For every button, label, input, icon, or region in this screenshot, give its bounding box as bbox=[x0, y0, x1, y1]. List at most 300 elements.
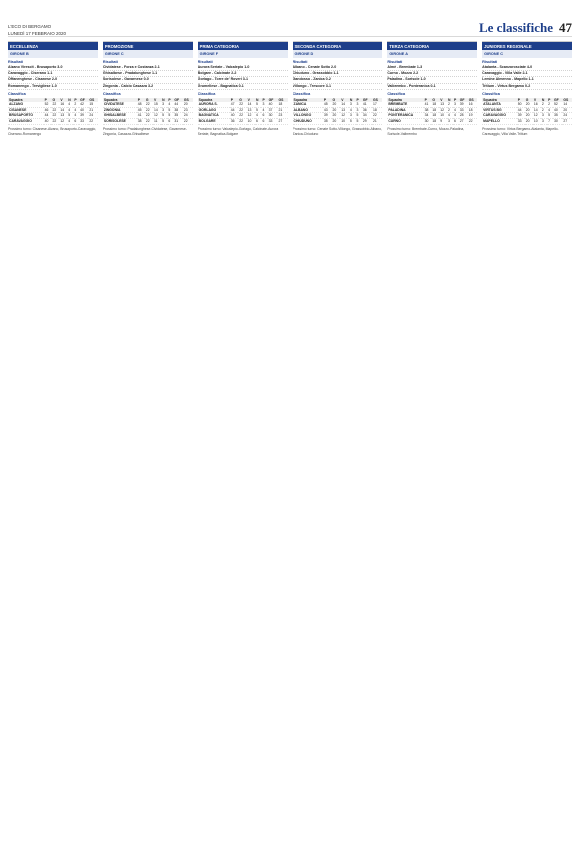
match-result: Alzano Virescit - Brusaporto 3-0 bbox=[8, 65, 63, 69]
standings-header-cell: GS bbox=[88, 98, 98, 102]
standings-cell: 40 bbox=[553, 107, 562, 113]
standings-header-cell: N bbox=[541, 98, 547, 102]
standings-label: Classifica bbox=[197, 91, 216, 96]
standings-cell: 3 bbox=[541, 119, 547, 125]
standings-cell: 22 bbox=[145, 113, 153, 119]
standings-cell: BAGNATICA bbox=[198, 113, 230, 119]
results-label: Risultati bbox=[482, 60, 498, 64]
standings-cell: 20 bbox=[332, 102, 341, 107]
standings-header-cell: P bbox=[167, 98, 173, 102]
standings-cell: SORISOLESE bbox=[103, 119, 137, 125]
standings-cell: 16 bbox=[59, 102, 67, 107]
standings-cell: PONTERANICA bbox=[387, 113, 423, 119]
standings-header-cell: GS bbox=[562, 98, 572, 102]
standings-header-cell: Squadra bbox=[8, 98, 44, 102]
standings-cell: 45 bbox=[137, 107, 145, 113]
league-group: GIRONE C bbox=[103, 50, 193, 58]
standings-cell: 5 bbox=[356, 119, 362, 125]
standings-cell: 39 bbox=[79, 113, 88, 119]
standings-cell: 6 bbox=[261, 113, 267, 119]
table-row bbox=[293, 119, 383, 125]
standings-cell: 4 bbox=[67, 119, 73, 125]
standings-cell: 22 bbox=[238, 102, 246, 107]
standings-cell: ZANICA bbox=[293, 102, 323, 107]
standings-cell: MAPELLO bbox=[482, 119, 517, 125]
standings-cell: 22 bbox=[238, 107, 246, 113]
standings-cell: ALBANO bbox=[293, 107, 323, 113]
league-block bbox=[482, 41, 572, 242]
standings-cell: 4 bbox=[255, 113, 261, 119]
table-row bbox=[198, 119, 288, 125]
standings-cell: 5 bbox=[356, 113, 362, 119]
standings-header-cell: GS bbox=[277, 98, 287, 102]
standings-cell: 9 bbox=[439, 119, 447, 125]
standings-cell: 22 bbox=[238, 119, 246, 125]
standings-cell: 22 bbox=[145, 107, 153, 113]
standings-cell: 10 bbox=[533, 119, 541, 125]
standings-cell: 3 bbox=[356, 102, 362, 107]
standings-cell: 4 bbox=[349, 107, 356, 113]
standings-cell: BOLGARE bbox=[198, 119, 230, 125]
standings-grid bbox=[8, 41, 572, 242]
standings-header-cell: Squadra bbox=[387, 98, 423, 102]
standings-cell: ATALANTA bbox=[482, 102, 517, 107]
standings-cell: 24 bbox=[183, 113, 193, 119]
standings-cell: CHIUDUNO bbox=[293, 119, 323, 125]
standings-cell: 22 bbox=[183, 119, 193, 125]
standings-cell: 29 bbox=[362, 119, 372, 125]
standings-cell: 21 bbox=[277, 107, 287, 113]
standings-cell: 27 bbox=[277, 119, 287, 125]
standings-header-cell: GF bbox=[173, 98, 182, 102]
standings-cell: 4 bbox=[73, 107, 79, 113]
match-result: Valbrembo - Ponteranica 0-1 bbox=[387, 83, 436, 88]
standings-cell: 14 bbox=[562, 102, 572, 107]
league-group: GIRONE A bbox=[387, 50, 477, 58]
standings-cell: 20 bbox=[525, 113, 533, 119]
next-round-note: Prossimo turno: Valcalepio-Gorlago, Calcinate-Aurora Seriate, Bagnatica-Bolgare bbox=[197, 127, 279, 136]
standings-cell: 30 bbox=[424, 119, 432, 125]
league-header bbox=[482, 42, 572, 50]
standings-cell: 18 bbox=[372, 107, 382, 113]
standings-cell: 14 bbox=[59, 107, 67, 113]
standings-cell: 41 bbox=[424, 102, 432, 107]
standings-cell: 5 bbox=[161, 113, 167, 119]
standings-cell: ZINGONIA bbox=[103, 107, 137, 113]
standings-header-cell: P bbox=[230, 98, 238, 102]
standings-cell: 3 bbox=[356, 107, 362, 113]
standings-table bbox=[387, 98, 477, 125]
standings-cell: 4 bbox=[73, 113, 79, 119]
standings-cell: 7 bbox=[547, 119, 553, 125]
standings-header-cell: GF bbox=[79, 98, 88, 102]
standings-label: Classifica bbox=[292, 91, 311, 96]
result-row bbox=[8, 84, 98, 90]
standings-cell: 12 bbox=[439, 107, 447, 113]
standings-cell: 6 bbox=[167, 119, 173, 125]
standings-cell: 14 bbox=[153, 107, 161, 113]
standings-cell: 4 bbox=[261, 107, 267, 113]
standings-cell: GORLAGO bbox=[198, 107, 230, 113]
standings-label: Classifica bbox=[8, 91, 26, 96]
league-block bbox=[387, 41, 477, 242]
results-label: Risultati bbox=[102, 60, 118, 64]
next-round-note: Prossimo turno: Cisanese-Alzano, Brusaporto-Caravaggio, Ciserano-Romanengo bbox=[8, 127, 97, 136]
table-row bbox=[8, 119, 98, 125]
standings-cell: 14 bbox=[247, 102, 255, 107]
standings-header-cell: V bbox=[153, 98, 161, 102]
standings-cell: 17 bbox=[372, 102, 382, 107]
standings-cell: 11 bbox=[153, 119, 161, 125]
standings-label: Classifica bbox=[102, 91, 121, 96]
match-result: Lemine Almenno - Mapello 1-1 bbox=[482, 77, 534, 82]
standings-header-cell: GF bbox=[268, 98, 278, 102]
league-header bbox=[293, 42, 383, 50]
standings-cell: 24 bbox=[562, 113, 572, 119]
standings-cell: 2 bbox=[73, 102, 79, 107]
standings-cell: 22 bbox=[238, 113, 246, 119]
standings-cell: 47 bbox=[230, 102, 238, 107]
standings-header-cell: GS bbox=[183, 98, 193, 102]
standings-cell: 43 bbox=[323, 107, 332, 113]
standings-cell: 38 bbox=[137, 119, 145, 125]
standings-cell: 20 bbox=[183, 102, 193, 107]
standings-cell: 40 bbox=[230, 113, 238, 119]
league-block bbox=[103, 41, 193, 242]
league-group: GIRONE B bbox=[8, 50, 98, 58]
standings-cell: 2 bbox=[541, 102, 547, 107]
standings-cell: 27 bbox=[562, 119, 572, 125]
standings-cell: 46 bbox=[44, 107, 52, 113]
standings-cell: 3 bbox=[541, 113, 547, 119]
standings-cell: 13 bbox=[340, 107, 349, 113]
standings-cell: 21 bbox=[372, 119, 382, 125]
league-block bbox=[293, 41, 383, 242]
standings-cell: 44 bbox=[44, 113, 52, 119]
standings-cell: 22 bbox=[145, 119, 153, 125]
result-row bbox=[482, 84, 572, 90]
match-result: Gorlago - Torre de' Roveri 3-1 bbox=[197, 77, 248, 82]
standings-cell: 21 bbox=[88, 107, 98, 113]
standings-header-cell: P bbox=[73, 98, 79, 102]
standings-cell: ALZANO bbox=[8, 102, 44, 107]
result-row bbox=[198, 84, 288, 90]
match-result: Zingonia - Calcio Casazza 3-2 bbox=[102, 83, 154, 88]
match-result: Ghisalbese - Pradalunghese 1-1 bbox=[102, 71, 158, 76]
standings-header-cell: Squadra bbox=[482, 98, 517, 102]
standings-cell: 52 bbox=[44, 102, 52, 107]
standings-cell: 34 bbox=[362, 113, 372, 119]
standings-header-cell: G bbox=[145, 98, 153, 102]
standings-cell: 34 bbox=[424, 113, 432, 119]
standings-header-cell: P bbox=[517, 98, 525, 102]
standings-cell: 2 bbox=[541, 107, 547, 113]
standings-cell: 3 bbox=[447, 119, 453, 125]
standings-cell: 20 bbox=[562, 107, 572, 113]
standings-header-cell: P bbox=[453, 98, 459, 102]
match-result: Atalanta - Scanzorosciate 4-0 bbox=[482, 65, 533, 69]
standings-header-cell: GF bbox=[362, 98, 372, 102]
standings-cell: 12 bbox=[533, 113, 541, 119]
standings-cell: 30 bbox=[268, 113, 278, 119]
standings-cell: 5 bbox=[161, 119, 167, 125]
next-round-note: Prossimo turno: Virtus Bergamo-Atalanta, Mapello-Caravaggio, Villa Valle-Tritium bbox=[482, 127, 559, 136]
results-label: Risultati bbox=[8, 60, 23, 64]
standings-cell: 20 bbox=[525, 102, 533, 107]
standings-cell: 16 bbox=[468, 102, 477, 107]
standings-cell: 22 bbox=[88, 119, 98, 125]
standings-cell: CIVIDATESE bbox=[103, 102, 137, 107]
standings-cell: 41 bbox=[137, 113, 145, 119]
standings-header-cell: G bbox=[332, 98, 341, 102]
league-title: ECCELLENZA bbox=[10, 43, 39, 49]
standings-header-cell: N bbox=[161, 98, 167, 102]
match-result: Tritium - Virtus Bergamo 0-2 bbox=[482, 83, 531, 88]
league-header bbox=[8, 42, 98, 50]
next-round-note: Prossimo turno: Cenate Sotto-Villongo, Grassobbio-Albano, Zanica-Chiuduno bbox=[292, 127, 382, 136]
standings-cell: 3 bbox=[161, 102, 167, 107]
standings-cell: 18 bbox=[468, 107, 477, 113]
match-result: Curno - Mozzo 2-2 bbox=[387, 71, 419, 76]
standings-cell: 28 bbox=[459, 113, 468, 119]
standings-cell: 30 bbox=[553, 119, 562, 125]
standings-header-cell: V bbox=[59, 98, 67, 102]
standings-cell: 38 bbox=[424, 107, 432, 113]
standings-cell: 35 bbox=[553, 113, 562, 119]
results-label: Risultati bbox=[387, 60, 403, 64]
results-label: Risultati bbox=[197, 60, 213, 64]
standings-cell: 41 bbox=[362, 102, 372, 107]
standings-header-cell: N bbox=[349, 98, 356, 102]
table-row bbox=[103, 119, 193, 125]
standings-cell: 5 bbox=[255, 102, 261, 107]
standings-cell: 22 bbox=[145, 102, 153, 107]
standings-cell: BRUSAPORTO bbox=[8, 113, 44, 119]
standings-cell: 20 bbox=[332, 113, 341, 119]
standings-header-cell: G bbox=[525, 98, 533, 102]
standings-cell: 4 bbox=[453, 113, 459, 119]
standings-cell: 23 bbox=[183, 107, 193, 113]
standings-cell: 14 bbox=[533, 107, 541, 113]
standings-label: Classifica bbox=[482, 91, 500, 96]
standings-cell: 3 bbox=[349, 102, 356, 107]
standings-cell: 19 bbox=[468, 113, 477, 119]
standings-header-cell: GF bbox=[459, 98, 468, 102]
league-title: TERZA CATEGORIA bbox=[389, 43, 430, 49]
standings-cell: CURNO bbox=[387, 119, 423, 125]
match-result: Offanenghese - Cisanese 2-0 bbox=[8, 77, 58, 82]
standings-cell: 5 bbox=[255, 107, 261, 113]
standings-header-cell: Squadra bbox=[198, 98, 230, 102]
standings-header-cell: Squadra bbox=[103, 98, 137, 102]
standings-header-cell: P bbox=[356, 98, 362, 102]
standings-cell: 2 bbox=[447, 102, 453, 107]
match-result: Aurora Seriate - Valcalepio 1-0 bbox=[197, 65, 250, 69]
standings-cell: 6 bbox=[453, 119, 459, 125]
league-title: SECONDA CATEGORIA bbox=[294, 43, 342, 49]
standings-cell: 22 bbox=[51, 107, 59, 113]
standings-cell: 14 bbox=[340, 102, 349, 107]
standings-cell: 44 bbox=[173, 102, 182, 107]
results-label: Risultati bbox=[292, 60, 308, 64]
match-result: Sorisolese - Gavarnese 0-0 bbox=[102, 77, 149, 82]
standings-cell: VILLONGO bbox=[293, 113, 323, 119]
standings-header-cell: N bbox=[67, 98, 73, 102]
standings-cell: 36 bbox=[230, 119, 238, 125]
standings-cell: 4 bbox=[453, 107, 459, 113]
standings-cell: 33 bbox=[517, 119, 525, 125]
match-result: Villongo - Trescore 3-1 bbox=[292, 83, 331, 88]
standings-cell: 40 bbox=[268, 102, 278, 107]
standings-header-cell: N bbox=[255, 98, 261, 102]
standings-header-cell: V bbox=[247, 98, 255, 102]
standings-cell: 20 bbox=[525, 107, 533, 113]
standings-header-cell: G bbox=[431, 98, 439, 102]
standings-header-cell: G bbox=[51, 98, 59, 102]
standings-cell: 20 bbox=[525, 119, 533, 125]
standings-cell: 5 bbox=[167, 107, 173, 113]
standings-cell: 39 bbox=[323, 113, 332, 119]
standings-cell: 37 bbox=[268, 107, 278, 113]
standings-cell: 18 bbox=[277, 102, 287, 107]
standings-cell: 3 bbox=[453, 102, 459, 107]
standings-cell: 4 bbox=[547, 107, 553, 113]
match-result: Cividatese - Forza e Costanza 2-1 bbox=[102, 65, 160, 69]
standings-cell: 13 bbox=[59, 113, 67, 119]
standings-cell: 44 bbox=[230, 107, 238, 113]
league-group: GIRONE C bbox=[482, 50, 572, 58]
match-result: Caravaggio - Villa Valle 2-1 bbox=[482, 71, 528, 76]
standings-cell: 31 bbox=[173, 119, 182, 125]
standings-cell: 35 bbox=[173, 113, 182, 119]
standings-cell: 18 bbox=[431, 102, 439, 107]
standings-cell: 23 bbox=[277, 113, 287, 119]
issue-date: LUNEDÌ 17 FEBBRAIO 2020 bbox=[8, 30, 67, 36]
standings-cell: 10 bbox=[340, 119, 349, 125]
standings-cell: 18 bbox=[431, 107, 439, 113]
standings-cell: 13 bbox=[439, 102, 447, 107]
standings-header-cell: V bbox=[439, 98, 447, 102]
standings-header-cell: P bbox=[261, 98, 267, 102]
standings-cell: GHISALBESE bbox=[103, 113, 137, 119]
standings-cell: 3 bbox=[261, 102, 267, 107]
league-block bbox=[198, 41, 288, 242]
standings-header-cell: GS bbox=[372, 98, 382, 102]
standings-cell: 5 bbox=[349, 119, 356, 125]
standings-cell: 36 bbox=[362, 107, 372, 113]
standings-header-cell: P bbox=[424, 98, 432, 102]
table-row bbox=[482, 119, 572, 125]
standings-header-cell: GF bbox=[553, 98, 562, 102]
standings-cell: 52 bbox=[553, 102, 562, 107]
standings-cell: 20 bbox=[332, 119, 341, 125]
standings-cell: 15 bbox=[88, 102, 98, 107]
standings-cell: 33 bbox=[79, 119, 88, 125]
league-header bbox=[198, 42, 288, 50]
section-header bbox=[479, 20, 572, 36]
standings-cell: 12 bbox=[340, 113, 349, 119]
standings-cell: 22 bbox=[51, 119, 59, 125]
standings-cell: 3 bbox=[349, 113, 356, 119]
standings-cell: 6 bbox=[255, 119, 261, 125]
standings-cell: 33 bbox=[459, 107, 468, 113]
standings-cell: 13 bbox=[247, 107, 255, 113]
next-round-note: Prossimo turno: Pradalunghese-Cividatese, Gavarnese-Zingonia, Casazza-Ghisalbese bbox=[102, 127, 187, 136]
league-block bbox=[8, 41, 98, 242]
standings-cell: PALADINA bbox=[387, 107, 423, 113]
standings-cell: 10 bbox=[439, 113, 447, 119]
standings-cell: 39 bbox=[517, 113, 525, 119]
standings-cell: 5 bbox=[547, 113, 553, 119]
standings-cell: 12 bbox=[153, 113, 161, 119]
standings-cell: 6 bbox=[73, 119, 79, 125]
standings-cell: 24 bbox=[88, 113, 98, 119]
standings-cell: BREMBATE bbox=[387, 102, 423, 107]
standings-cell: 44 bbox=[517, 107, 525, 113]
standings-cell: 22 bbox=[372, 113, 382, 119]
league-title: PROMOZIONE bbox=[104, 43, 134, 49]
standings-cell: 42 bbox=[79, 102, 88, 107]
league-title: JUNIORES REGIONALE bbox=[484, 43, 532, 49]
standings-cell: 10 bbox=[247, 119, 255, 125]
standings-table bbox=[293, 98, 383, 125]
standings-cell: AURORA S. bbox=[198, 102, 230, 107]
standings-cell: VIRTUS BG bbox=[482, 107, 517, 113]
page-number: 47 bbox=[559, 20, 572, 35]
standings-cell: CARAVAGGIO bbox=[8, 119, 44, 125]
standings-header-cell: V bbox=[340, 98, 349, 102]
standings-table bbox=[482, 98, 572, 125]
match-result: Bolgare - Calcinate 2-2 bbox=[197, 71, 237, 76]
standings-cell: 22 bbox=[51, 102, 59, 107]
standings-cell: 50 bbox=[517, 102, 525, 107]
standings-cell: 4 bbox=[67, 107, 73, 113]
result-row bbox=[387, 84, 477, 90]
standings-cell: 22 bbox=[468, 119, 477, 125]
masthead-info bbox=[8, 24, 66, 37]
league-header bbox=[387, 42, 477, 50]
standings-cell: 20 bbox=[332, 107, 341, 113]
masthead bbox=[8, 0, 572, 37]
standings-table bbox=[198, 98, 288, 125]
standings-cell: 2 bbox=[547, 102, 553, 107]
league-title: PRIMA CATEGORIA bbox=[199, 43, 239, 49]
standings-cell: 16 bbox=[533, 102, 541, 107]
match-result: Romanengo - Trevigliese 1-0 bbox=[8, 83, 57, 88]
standings-table bbox=[103, 98, 193, 125]
standings-cell: 5 bbox=[167, 113, 173, 119]
league-group: GIRONE F bbox=[198, 50, 288, 58]
standings-cell: 6 bbox=[261, 119, 267, 125]
standings-header-cell: Squadra bbox=[293, 98, 323, 102]
standings-cell: 33 bbox=[268, 119, 278, 125]
standings-cell: 45 bbox=[323, 102, 332, 107]
next-round-note: Prossimo turno: Brembate-Curno, Mozzo-Paladina, Sorisole-Valbrembo bbox=[387, 127, 465, 136]
newspaper-name: L'ECO DI BERGAMO bbox=[8, 24, 52, 29]
standings-cell: CARAVAGGIO bbox=[482, 113, 517, 119]
standings-header-cell: V bbox=[533, 98, 541, 102]
league-group: GIRONE D bbox=[293, 50, 383, 58]
standings-table bbox=[8, 98, 98, 125]
standings-cell: 12 bbox=[59, 119, 67, 125]
standings-cell: 39 bbox=[459, 102, 468, 107]
standings-header-cell: P bbox=[547, 98, 553, 102]
standings-header-cell: P bbox=[44, 98, 52, 102]
standings-header-cell: GS bbox=[468, 98, 477, 102]
section-title: Le classifiche bbox=[478, 20, 553, 35]
match-result: Albano - Cenate Sotto 2-0 bbox=[292, 65, 337, 69]
standings-cell: 2 bbox=[447, 107, 453, 113]
